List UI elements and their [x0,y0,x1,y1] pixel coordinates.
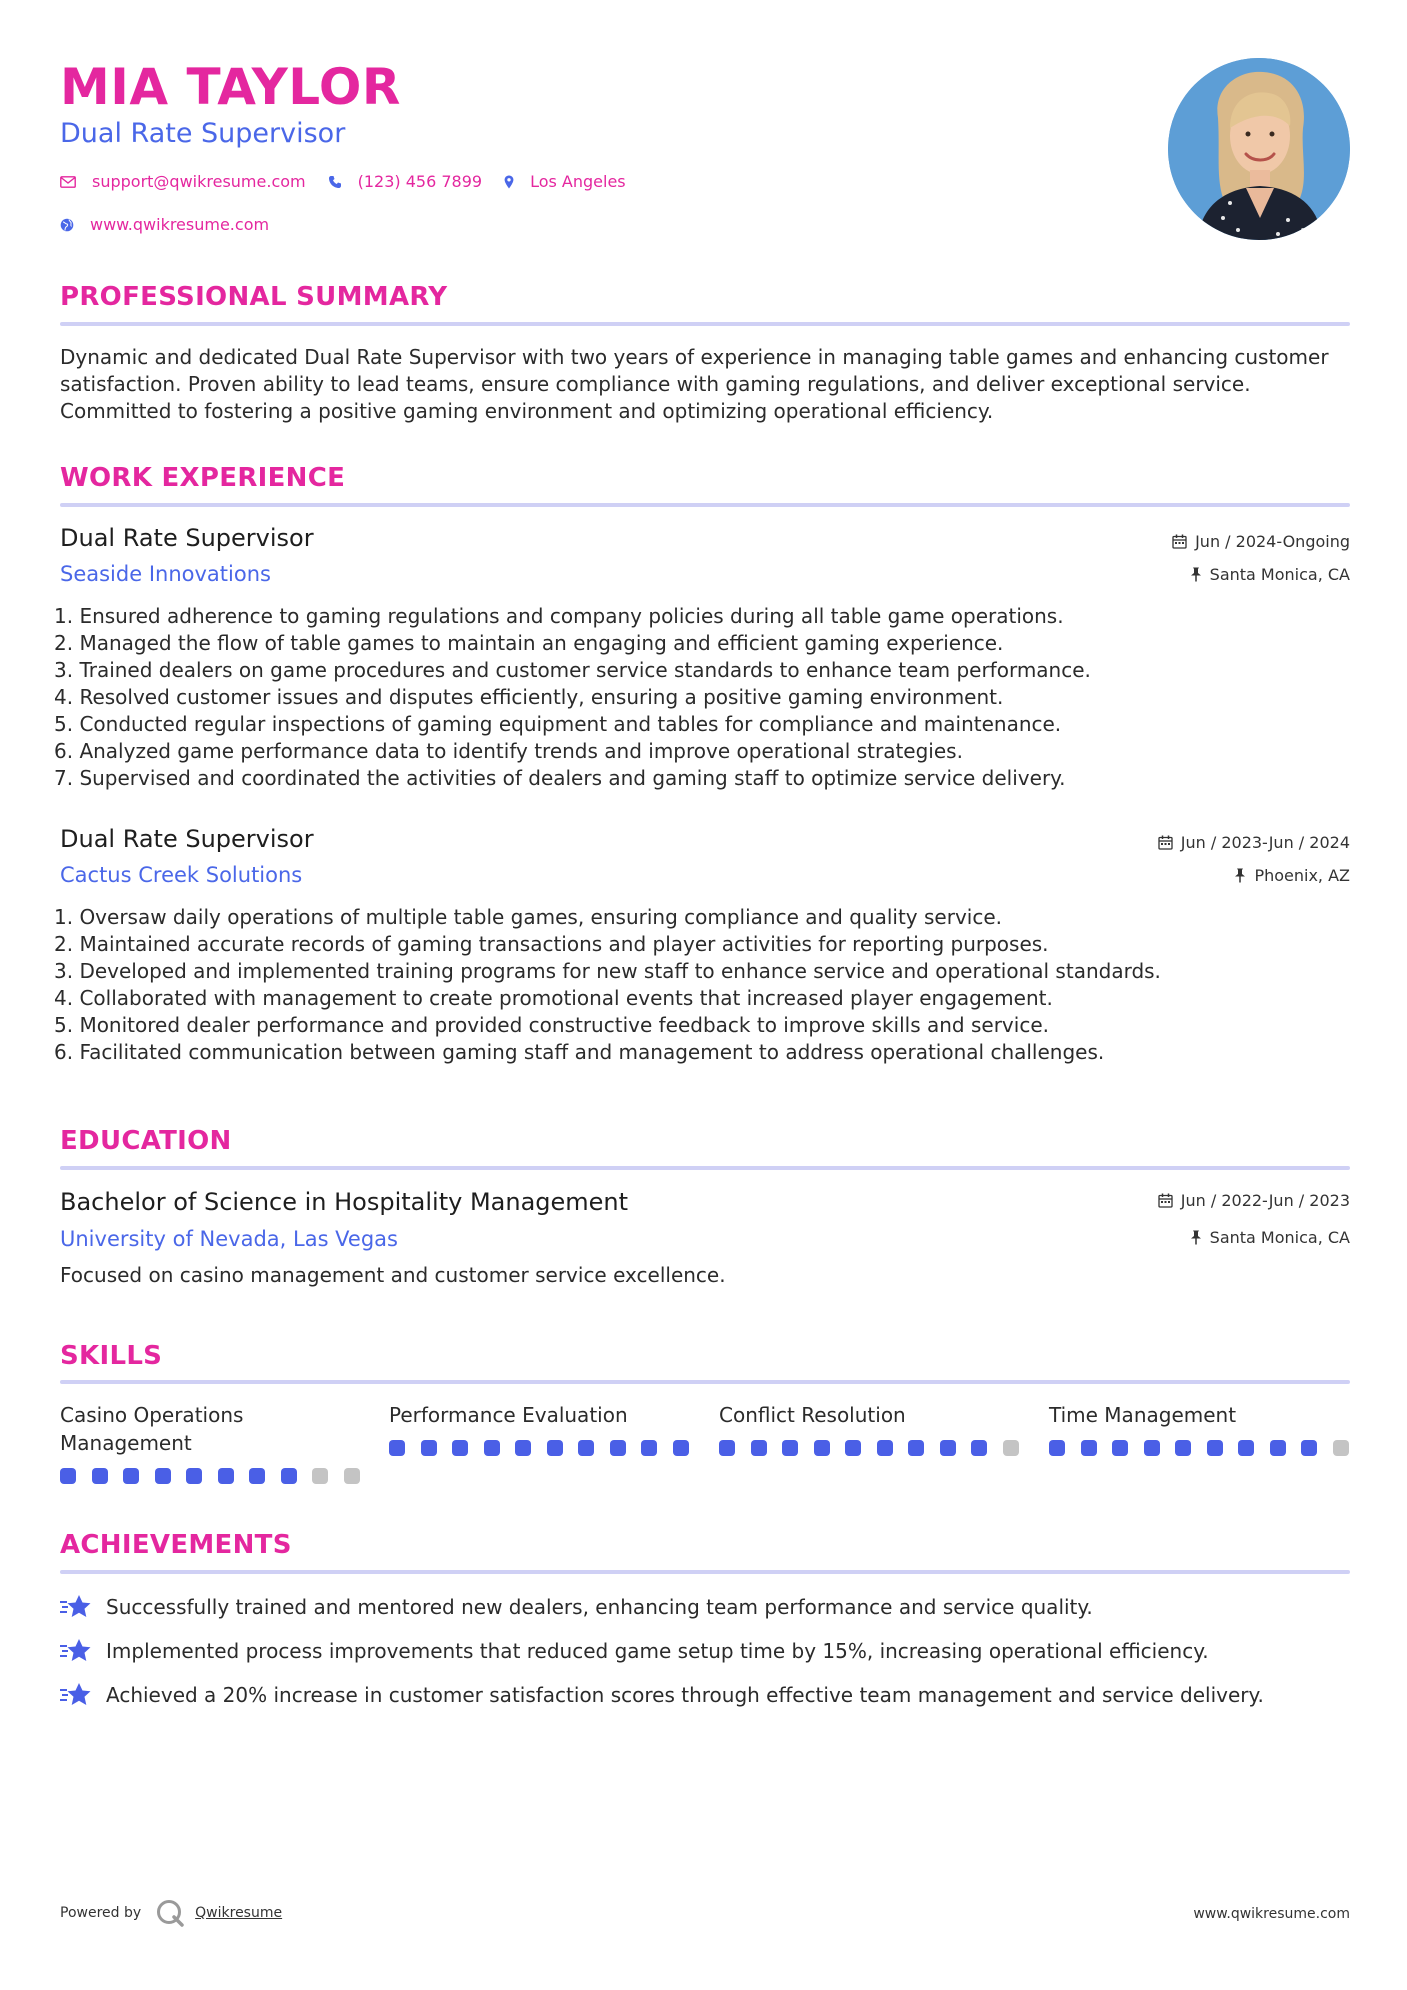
pushpin-icon [1234,868,1246,883]
list-item: 2. Managed the flow of table games to maintain an engaging and efficient gaming experience. [54,631,1004,655]
globe-icon [60,218,74,232]
skill-dot-filled [155,1468,171,1484]
skill-dot-filled [1207,1440,1223,1456]
skill-dot-filled [452,1440,468,1456]
skill-rating [60,1468,375,1484]
skill-dot-empty [1003,1440,1019,1456]
skill-rating [1049,1440,1364,1456]
map-pin-icon [504,175,514,189]
education-location-text: Santa Monica, CA [1209,1228,1350,1247]
website-text: www.qwikresume.com [90,215,270,234]
achievement-item [60,1594,1093,1620]
section-title-achievements: ACHIEVEMENTS [60,1530,292,1560]
job-location-text: Phoenix, AZ [1254,866,1350,885]
education-dates [1158,1191,1350,1210]
footer-powered-by [60,1898,282,1928]
skill-dot-filled [1175,1440,1191,1456]
skill-dot-filled [1270,1440,1286,1456]
portrait-image [1168,58,1350,240]
star-badge-icon [60,1638,92,1664]
skill-dot-filled [610,1440,626,1456]
skill-dot-filled [782,1440,798,1456]
skill-dot-empty [344,1468,360,1484]
education-description: Focused on casino management and customer service excellence. [60,1263,726,1287]
list-item: 6. Analyzed game performance data to identify trends and improve operational strategies. [54,739,963,763]
skill-item [389,1401,689,1429]
skill-dot-filled [92,1468,108,1484]
skill-name: Time Management [1049,1403,1237,1427]
skill-dot-filled [281,1468,297,1484]
skill-dot-filled [971,1440,987,1456]
section-divider [60,1380,1350,1384]
candidate-role: Dual Rate Supervisor [60,118,346,149]
skill-item [1049,1401,1349,1429]
skill-dot-filled [249,1468,265,1484]
list-item: 1. Ensured adherence to gaming regulations and company policies during all table game operations. [54,604,1064,628]
skill-dot-filled [673,1440,689,1456]
calendar-icon [1158,835,1173,850]
skill-name: Casino Operations Management [60,1403,244,1455]
skill-dot-filled [186,1468,202,1484]
candidate-name: MIA TAYLOR [60,58,401,116]
skill-dot-empty [312,1468,328,1484]
envelope-icon [60,176,76,188]
job-location-text: Santa Monica, CA [1209,565,1350,584]
website-row [60,215,291,234]
section-title-summary: PROFESSIONAL SUMMARY [60,282,448,312]
section-divider [60,1166,1350,1170]
skill-dot-filled [218,1468,234,1484]
list-item: 5. Conducted regular inspections of gaming equipment and tables for compliance and maintenance. [54,712,1062,736]
job-title: Dual Rate Supervisor [60,825,314,853]
section-title-experience: WORK EXPERIENCE [60,463,346,493]
list-item: 3. Developed and implemented training programs for new staff to enhance service and operational standards. [54,959,1161,983]
list-item: 7. Supervised and coordinated the activities of dealers and gaming staff to optimize service delivery. [54,766,1066,790]
skill-rating [719,1440,1034,1456]
skill-dot-filled [751,1440,767,1456]
skill-dot-filled [389,1440,405,1456]
location-item [504,172,626,191]
list-item: 4. Collaborated with management to create promotional events that increased player engagement. [54,986,1053,1010]
list-item: 6. Facilitated communication between gaming staff and management to address operational challenges. [54,1040,1105,1064]
skill-dot-empty [1333,1440,1349,1456]
skill-dot-filled [1112,1440,1128,1456]
list-item: 5. Monitored dealer performance and provided constructive feedback to improve skills and service. [54,1013,1049,1037]
pushpin-icon [1190,567,1202,582]
skill-name: Conflict Resolution [719,1403,906,1427]
skill-dot-filled [1081,1440,1097,1456]
skill-dot-filled [1301,1440,1317,1456]
section-title-skills: SKILLS [60,1341,163,1371]
job-dates-text: Jun / 2024-Ongoing [1195,532,1350,551]
education-location [1190,1228,1350,1247]
calendar-icon [1158,1193,1173,1208]
powered-by-label: Powered by [60,1905,142,1921]
job-responsibilities [54,904,1350,1066]
achievement-text: Implemented process improvements that reduced game setup time by 15%, increasing operational efficiency. [106,1639,1209,1663]
location-text: Los Angeles [530,172,626,191]
achievement-item [60,1682,1264,1708]
job-location [1234,866,1350,885]
skill-dot-filled [877,1440,893,1456]
star-badge-icon [60,1682,92,1708]
job-title: Dual Rate Supervisor [60,524,314,552]
achievement-text: Successfully trained and mentored new dealers, enhancing team performance and service quality. [106,1595,1093,1619]
job-location [1190,565,1350,584]
phone-text: (123) 456 7899 [357,172,483,191]
star-badge-icon [60,1594,92,1620]
skill-name: Performance Evaluation [389,1403,628,1427]
company-name: Seaside Innovations [60,562,271,586]
skill-rating [389,1440,704,1456]
skill-dot-filled [940,1440,956,1456]
summary-text: Dynamic and dedicated Dual Rate Supervisor with two years of experience in managing table games and enhancing customer satisfaction. Proven ability to lead teams, ensure compliance with gaming regulations, and deliver exceptional service. Committed to fostering a positive gaming environment and optimizing operational efficiency. [60,345,1329,423]
profile-photo [1168,58,1350,240]
education-dates-text: Jun / 2022-Jun / 2023 [1180,1191,1350,1210]
skill-item [719,1401,1019,1429]
section-divider [60,1570,1350,1574]
qwikresume-link[interactable]: Qwikresume [195,1905,283,1921]
pushpin-icon [1190,1230,1202,1245]
resume-page [54,0,1350,1990]
skill-dot-filled [60,1468,76,1484]
skill-dot-filled [845,1440,861,1456]
section-title-education: EDUCATION [60,1126,232,1156]
degree-title: Bachelor of Science in Hospitality Management [60,1188,629,1216]
school-name: University of Nevada, Las Vegas [60,1227,398,1251]
contact-row [60,172,648,191]
skill-dot-filled [123,1468,139,1484]
list-item: 1. Oversaw daily operations of multiple table games, ensuring compliance and quality service. [54,905,1002,929]
skill-dot-filled [1049,1440,1065,1456]
phone-item[interactable] [328,172,482,191]
email-text: support@qwikresume.com [92,172,306,191]
achievement-item [60,1638,1209,1664]
footer-website[interactable]: www.qwikresume.com [1193,1906,1350,1922]
email-item[interactable] [60,172,306,191]
skill-dot-filled [1144,1440,1160,1456]
list-item: 2. Maintained accurate records of gaming transactions and player activities for reporting purposes. [54,932,1049,956]
list-item: 3. Trained dealers on game procedures and customer service standards to enhance team performance. [54,658,1091,682]
skill-dot-filled [814,1440,830,1456]
calendar-icon [1172,534,1187,549]
job-dates-text: Jun / 2023-Jun / 2024 [1180,833,1350,852]
website-item[interactable] [60,215,269,234]
job-dates [1158,833,1350,852]
job-responsibilities [54,603,1350,792]
qwikresume-logo-icon [155,1898,185,1928]
company-name: Cactus Creek Solutions [60,863,303,887]
skill-dot-filled [908,1440,924,1456]
phone-icon [328,175,342,189]
skill-item [60,1401,350,1457]
skill-dot-filled [1238,1440,1254,1456]
skill-dot-filled [421,1440,437,1456]
skill-dot-filled [641,1440,657,1456]
section-divider [60,503,1350,507]
section-divider [60,322,1350,326]
skill-dot-filled [484,1440,500,1456]
achievement-text: Achieved a 20% increase in customer satisfaction scores through effective team management and service delivery. [106,1683,1264,1707]
skill-dot-filled [578,1440,594,1456]
skill-dot-filled [547,1440,563,1456]
skill-dot-filled [719,1440,735,1456]
job-dates [1172,532,1350,551]
list-item: 4. Resolved customer issues and disputes efficiently, ensuring a positive gaming environment. [54,685,1004,709]
skill-dot-filled [515,1440,531,1456]
